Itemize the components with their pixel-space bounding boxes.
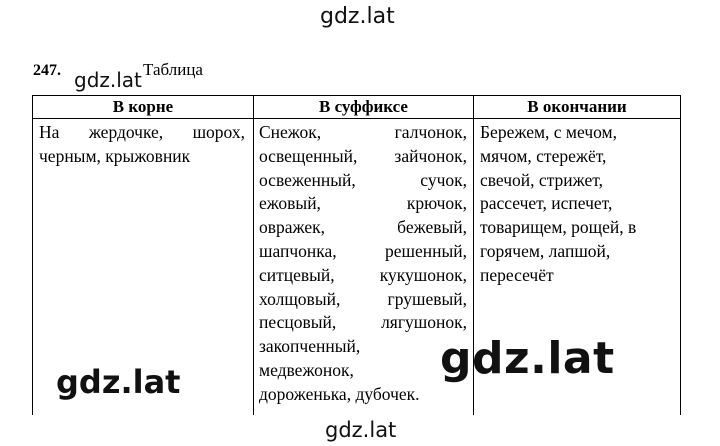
header-root: В корне	[112, 97, 174, 116]
exercise-title: Таблица	[143, 60, 203, 79]
watermark-left: gdz.lat	[56, 363, 181, 401]
word: шапчонка,	[259, 240, 337, 261]
cell-suffix	[259, 121, 467, 407]
word: жердочке,	[88, 122, 164, 142]
word: грушевый,	[387, 288, 467, 309]
word: ситцевый,	[259, 264, 335, 285]
table-border-right	[680, 95, 681, 415]
word: мячом, стережёт,	[480, 145, 607, 166]
word: галчонок,	[394, 122, 467, 142]
word: свечой, стрижет,	[480, 169, 604, 190]
word: товарищем, рощей, в	[480, 217, 637, 238]
watermark-inline: gdz.lat	[74, 68, 142, 92]
text-line	[39, 145, 245, 169]
word: Бережем, с мечом,	[480, 122, 618, 142]
cell-root	[39, 121, 245, 169]
word: рассечет, испечет,	[480, 193, 613, 214]
word: решенный,	[385, 240, 467, 261]
text-line	[480, 121, 676, 145]
word: дороженька, дубочек.	[259, 383, 420, 404]
text-line	[480, 216, 676, 240]
table-border-left	[32, 95, 33, 415]
word: медвежонок,	[259, 359, 354, 380]
watermark-middle: gdz.lat	[440, 333, 615, 384]
watermark-top: gdz.lat	[320, 4, 395, 29]
text-line	[259, 383, 467, 407]
word: бежевый,	[397, 217, 467, 238]
text-line	[480, 192, 676, 216]
word: закопченный,	[259, 336, 361, 357]
text-line	[259, 121, 467, 145]
word: Снежок,	[259, 122, 322, 142]
word: освеженный,	[259, 169, 356, 190]
watermark-bottom: gdz.lat	[325, 418, 397, 442]
table-header-divider	[32, 118, 681, 119]
word: пересечёт	[480, 264, 554, 285]
word: крючок,	[406, 193, 467, 214]
header-suffix: В суффиксе	[319, 97, 408, 116]
text-line	[480, 169, 676, 193]
text-line	[259, 240, 467, 264]
text-line	[259, 192, 467, 216]
text-line	[259, 359, 467, 383]
text-line	[259, 288, 467, 312]
word: лягушонок,	[381, 312, 467, 333]
text-line	[259, 145, 467, 169]
word: кукушонок,	[379, 264, 467, 285]
table-divider-1	[253, 95, 254, 415]
text-line	[259, 264, 467, 288]
text-line	[480, 264, 676, 288]
word: шорох,	[192, 122, 245, 142]
word: горячем, лапшой,	[480, 240, 611, 261]
word: зайчонок,	[394, 145, 467, 166]
header-ending: В окончании	[527, 97, 627, 116]
word: песцовый,	[259, 312, 337, 333]
word: холщовый,	[259, 288, 341, 309]
cell-ending	[480, 121, 676, 288]
text-line	[259, 169, 467, 193]
text-line	[480, 240, 676, 264]
word: На	[39, 122, 60, 142]
exercise-number: 247.	[33, 62, 61, 79]
text-line	[39, 121, 245, 145]
text-line	[259, 216, 467, 240]
word: сучок,	[420, 169, 467, 190]
word: ежовый,	[259, 193, 321, 214]
word: овражек,	[259, 217, 326, 238]
text-line	[259, 335, 467, 359]
word: черным, крыжовник	[39, 145, 191, 166]
text-line	[259, 311, 467, 335]
word: освещенный,	[259, 145, 358, 166]
text-line	[480, 145, 676, 169]
